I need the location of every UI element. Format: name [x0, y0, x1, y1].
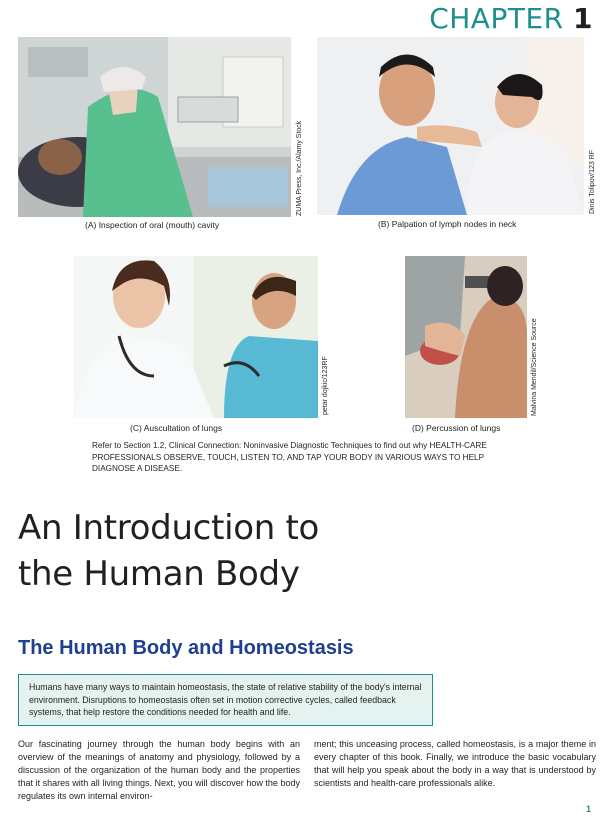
- dental-exam-photo: [18, 37, 291, 217]
- photo-percussion: [405, 256, 527, 418]
- section-summary-box: Humans have many ways to maintain homeostasis, the state of relative stability of the body's internal environment. Disruptions to homeostasis often set in motion corrective cycles, called feedback systems, that help restore the conditions needed for health and life.: [18, 674, 433, 726]
- photo-lymph-palpation: [317, 37, 584, 215]
- figure-caption-d: (D) Percussion of lungs: [412, 423, 501, 433]
- stethoscope-photo: [74, 256, 318, 418]
- photo-credit-c: petar dojkic/123RF: [322, 356, 329, 415]
- photo-credit-a: ZUMA Press, Inc./Alamy Stock: [296, 120, 303, 216]
- chapter-title-line-2: the Human Body: [18, 554, 300, 594]
- chapter-heading: [429, 2, 593, 35]
- page-number: 1: [585, 804, 591, 814]
- figure-caption-c: (C) Auscultation of lungs: [130, 423, 223, 433]
- body-text-right-column: ment; this unceasing process, called homeostasis, is a major theme in every chapter of this book. Finally, we introduce the basic vocabulary that will help you speak about the body in a way that is understood by scientists and health-care professionals alike.: [314, 739, 596, 788]
- chapter-number: 1: [573, 2, 593, 35]
- photo-credit-d: Malvina Mendil/Science Source: [531, 318, 538, 416]
- photo-credit-b: Dinis Tolipov/123 RF: [589, 149, 596, 214]
- chapter-label: CHAPTER: [429, 2, 564, 35]
- figure-caption-a: (A) Inspection of oral (mouth) cavity: [85, 220, 220, 230]
- photo-oral-inspection: [18, 37, 291, 217]
- body-text-left-column: Our fascinating journey through the human body begins with an overview of the meanings of anatomy and physiology, followed by a discussion of the organization of the human body and the properties that it shares with all living things. Next, you will discover how the body regulates its own internal environ-: [18, 739, 300, 801]
- section-heading: The Human Body and Homeostasis: [18, 637, 354, 659]
- chapter-title-line-1: An Introduction to: [18, 508, 320, 548]
- percussion-photo: [405, 256, 527, 418]
- clinical-connection-note: Refer to Section 1.2, Clinical Connection: Noninvasive Diagnostic Techniques to find out why HEALTH-CARE PROFESSIONALS OBSERVE, TOUCH, LISTEN TO, AND TAP YOUR BODY IN VARIOUS WAYS TO HELP DIAGNOSE A DISEASE.: [92, 441, 487, 473]
- photo-auscultation: [74, 256, 318, 418]
- neck-palpation-photo: [317, 37, 584, 215]
- figure-caption-b: (B) Palpation of lymph nodes in neck: [378, 219, 517, 229]
- chapter-title: [18, 505, 578, 597]
